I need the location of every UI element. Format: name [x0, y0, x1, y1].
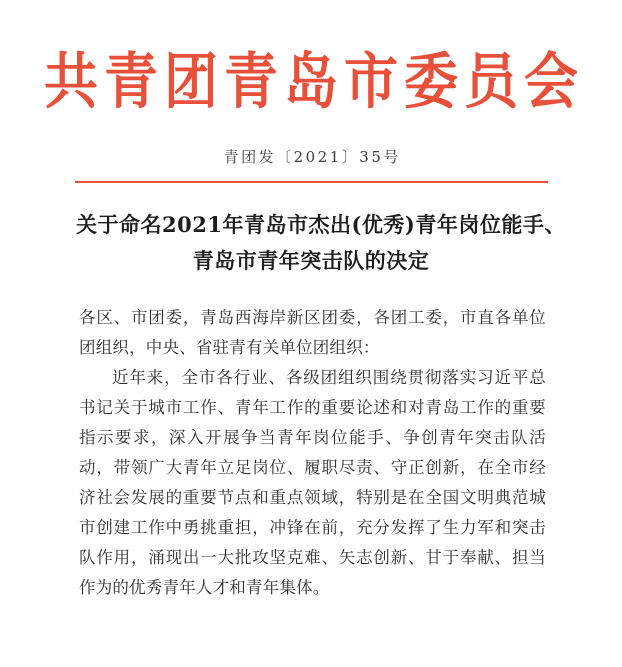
red-separator-rule	[75, 181, 548, 183]
document-body	[79, 303, 546, 603]
letterhead	[0, 44, 622, 117]
document-title-line-1: 关于命名2021年青岛市杰出(优秀)青年岗位能手、	[76, 212, 566, 237]
issuing-organization-title: 共青团青岛市委员会	[44, 44, 584, 117]
document-title-line-2: 青岛市青年突击队的决定	[192, 248, 430, 273]
document-title	[76, 207, 566, 279]
body-paragraph: 近年来，全市各行业、各级团组织围绕贯彻落实习近平总书记关于城市工作、青年工作的重要论述和对青岛工作的重要指示要求，深入开展争当青年岗位能手、争创青年突击队活动，带领广大青年立足岗位、履职尽责、守正创新，在全市经济社会发展的重要节点和重点领域，特别是在全国文明典范城市创建工作中勇挑重担，冲锋在前，充分发挥了生力军和突击队作用，涌现出一大批攻坚克难、矢志创新、甘于奉献、担当作为的优秀青年人才和青年集体。	[79, 368, 546, 597]
addressee-paragraph: 各区、市团委，青岛西海岸新区团委，各团工委，市直各单位团组织，中央、省驻青有关单位团组织：	[79, 308, 546, 357]
document-serial-number: 青团发〔2021〕35号	[223, 148, 401, 166]
